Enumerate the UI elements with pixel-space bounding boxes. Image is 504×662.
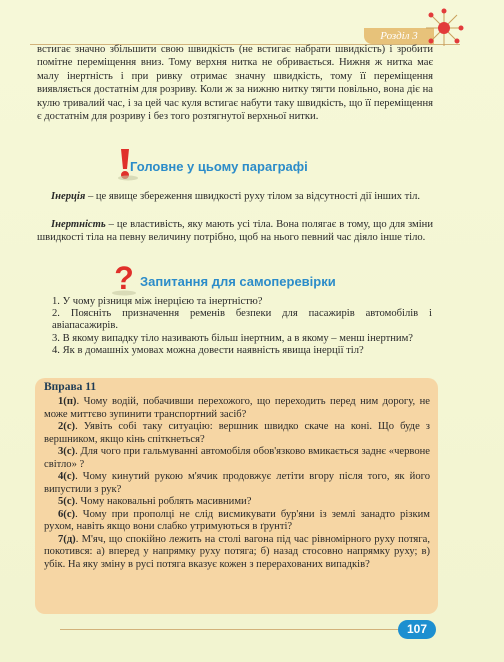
exercise-item [44, 421, 430, 446]
inertia-text: – це явище збереження швидкості руху тілом за відсутності дії інших тіл. [85, 191, 421, 202]
exercise-item-number: 3(с) [58, 446, 76, 457]
exercise-title: Вправа 11 [44, 381, 97, 393]
exercise-items [44, 396, 430, 571]
svg-text:?: ? [114, 262, 134, 296]
question-item: 2. Поясніть призначення ременів безпеки для пасажирів автомобілів і авіапасажирів. [52, 308, 432, 332]
exercise-item [44, 446, 430, 471]
exercise-item-text: . Чому наковальні роблять масивними? [75, 496, 252, 507]
atom-logo-icon [424, 8, 464, 48]
exercise-item-text: . Чому водій, побачивши перехожого, що переходить перед ним дорогу, не може миттєво зупинити транспортний засіб? [44, 396, 430, 420]
exercise-item-number: 7(д) [58, 533, 76, 545]
exercise-item-text: . М'яч, що спокійно лежить на столі вагона під час рівномірного руху потяга, покотився: а) вперед у напрямку руху потяга; б) назад стосовно напрямку руху; в) убік. На яку зміну в русі потяга вказує кожен з перерахованих випадків? [44, 533, 430, 570]
exercise-item-number: 2(с) [58, 421, 76, 432]
exercise-item-number: 5(с) [58, 496, 76, 507]
inertia-term: Інерція [51, 191, 86, 202]
question-mark-icon [108, 262, 140, 296]
exercise-item-text: . Для чого при гальмуванні автомобіля обов'язково вмикається заднє «червоне світло» ? [44, 446, 430, 470]
summary-heading: Головне у цьому параграфі [130, 159, 308, 174]
footer-divider [60, 629, 398, 630]
page-number: 107 [398, 620, 436, 639]
exercise-item-text: . Чому кинутий рукою м'ячик продовжує летіти вгору після того, як його випустили з рук? [44, 471, 430, 495]
section-label: Розділ 3 [364, 28, 434, 44]
exercise-item [44, 509, 430, 534]
exercise-item [44, 471, 430, 496]
exercise-item-text: . Чому при прополці не слід висмикувати бур'яни із землі занадто різким рухом, навіть якщо вони слабко утримуються в ґрунті? [44, 508, 430, 532]
question-item: 1. У чому різниця між інерцією та інертністю? [52, 296, 263, 307]
exercise-item-number: 1(п) [58, 396, 77, 407]
exercise-item-number: 4(с) [58, 471, 76, 482]
exercise-item [44, 496, 430, 509]
exercise-item [44, 396, 430, 421]
exercise-item-text: . Уявіть собі таку ситуацію: вершник швидко скаче на коні. Що буде з вершником, якщо кінь спіткнеться? [44, 421, 430, 445]
self-check-heading: Запитання для самоперевірки [140, 274, 336, 289]
exercise-item-number: 6(с) [58, 508, 76, 520]
body-paragraph: встигає значно збільшити свою швидкість (не встигає набрати швидкість) і зробити помітне переміщення вниз. Тому верхня нитка не обривається. Нижня ж нитка має малу інертність і при ривку отримає значну швидкість, тому її переміщення виявляється достатнім для розриву. Коли ж за нижню нитку тягти повільно, вона діє на кулю тривалий час, і за цей час куля встигає набути таку швидкість, що її переміщення є достатнім для розриву і без того розтягнутої верхньої нитки. [37, 44, 433, 123]
inertia-definition [37, 190, 433, 203]
question-item: 3. В якому випадку тіло називають більш інертним, а в якому – менш інертним? [52, 332, 413, 344]
inertness-text: – це властивість, яку мають усі тіла. Вона полягає в тому, що для зміни швидкості тіла на певну величину потрібно, щоб на нього певний час діяло інше тіло. [37, 219, 433, 244]
inertness-term: Інертність [51, 219, 106, 230]
exercise-item [44, 534, 430, 572]
questions-list [52, 296, 432, 357]
inertness-definition [37, 218, 433, 245]
question-item: 4. Як в домашніх умовах можна довести наявність явища інерції тіл? [52, 344, 364, 356]
